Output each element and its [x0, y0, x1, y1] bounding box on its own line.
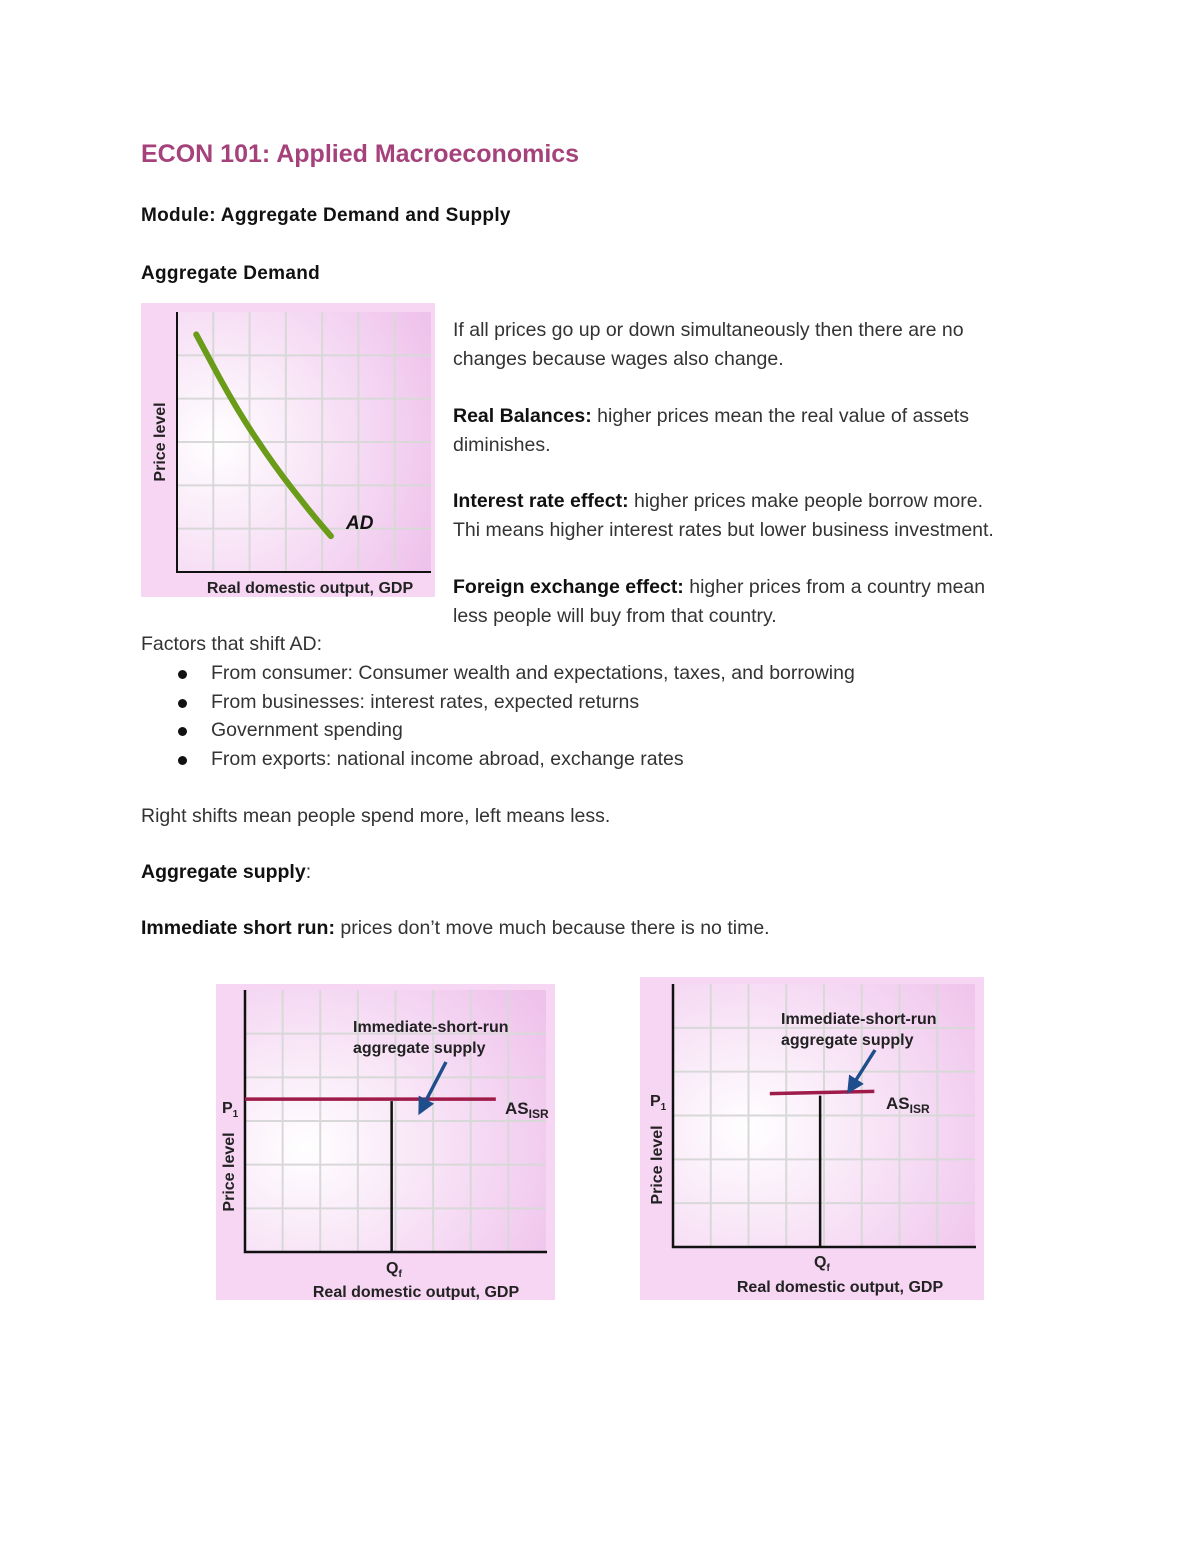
annotation-line: aggregate supply [353, 1040, 486, 1057]
aggregate-supply-heading [141, 858, 311, 887]
paragraph-foreign-exchange-effect [453, 573, 985, 630]
y-axis-label: Price level [649, 1125, 666, 1205]
y-axis-label: Price level [221, 1132, 238, 1212]
label-subscript: ISR [528, 1107, 549, 1121]
paragraph-line: diminishes. [453, 433, 551, 456]
factor-item [141, 716, 1101, 745]
factors-heading: Factors that shift AD: [141, 633, 322, 655]
paragraph-line: higher prices from a country mean [683, 576, 986, 598]
factor-item [141, 659, 1101, 688]
x-axis-label: Real domestic output, GDP [736, 1279, 944, 1296]
bullet-icon [178, 756, 187, 765]
as-chart-2 [640, 977, 984, 1300]
term-foreign-exchange-effect: Foreign exchange effect: [453, 576, 684, 598]
label-subscript: 1 [660, 1102, 667, 1113]
label-main: AS [886, 1094, 910, 1113]
document-title: ECON 101: Applied Macroeconomics [141, 140, 580, 168]
paragraph-line: If all prices go up or down simultaneously then there are no [453, 319, 964, 341]
factor-item [141, 745, 1101, 774]
shift-note: Right shifts mean people spend more, left means less. [141, 805, 611, 827]
term-interest-rate-effect: Interest rate effect: [453, 490, 629, 512]
section-heading-aggregate-demand: Aggregate Demand [141, 263, 321, 284]
y-axis-label: Price level [152, 402, 169, 482]
ad-chart [141, 303, 435, 597]
as-chart-1 [216, 984, 555, 1300]
paragraph-line: changes because wages also change. [453, 347, 784, 370]
annotation-line: Immediate-short-run [353, 1019, 509, 1036]
label-main: AS [505, 1099, 529, 1118]
as-isr-line [770, 1091, 875, 1093]
label-main: P [222, 1100, 233, 1117]
factor-text: Government spending [211, 719, 403, 741]
term-immediate-short-run: Immediate short run: [141, 917, 335, 939]
paragraph-line: higher prices mean the real value of assets [591, 405, 969, 427]
factor-item [141, 688, 1101, 717]
label-subscript: 1 [232, 1109, 239, 1120]
annotation-line: aggregate supply [781, 1032, 914, 1049]
factor-text: From businesses: interest rates, expected returns [211, 690, 640, 713]
label-main: Q [814, 1254, 827, 1271]
paragraph-text: prices don’t move much because there is no time. [334, 917, 770, 939]
label-main: Q [386, 1260, 399, 1277]
factor-text: From exports: national income abroad, exchange rates [211, 747, 684, 770]
bullet-icon [178, 727, 187, 736]
label-main: P [650, 1093, 661, 1110]
term-real-balances: Real Balances: [453, 405, 592, 427]
paragraph-interest-rate-effect [453, 487, 994, 544]
paragraph-simultaneous-prices [453, 316, 964, 373]
label-subscript: f [826, 1263, 830, 1274]
paragraph-line: Thi means higher interest rates but lower business investment. [453, 518, 994, 541]
paragraph-line: less people will buy from that country. [453, 604, 777, 627]
x-axis-label: Real domestic output, GDP [206, 580, 414, 597]
x-axis-label: Real domestic output, GDP [312, 1284, 520, 1300]
factors-list [141, 659, 1101, 773]
factor-text: From consumer: Consumer wealth and expectations, taxes, and borrowing [211, 662, 855, 684]
paragraph-real-balances [453, 402, 969, 459]
heading-suffix: : [305, 861, 312, 883]
label-subscript: ISR [909, 1102, 930, 1116]
paragraph-line: higher prices make people borrow more. [628, 490, 983, 512]
ad-curve-label: AD [346, 513, 374, 534]
bullet-icon [178, 670, 187, 679]
module-heading: Module: Aggregate Demand and Supply [141, 205, 511, 226]
annotation-line: Immediate-short-run [781, 1011, 937, 1028]
term-aggregate-supply: Aggregate supply [141, 861, 306, 883]
label-subscript: f [398, 1269, 402, 1280]
bullet-icon [178, 699, 187, 708]
paragraph-immediate-short-run [141, 914, 770, 943]
